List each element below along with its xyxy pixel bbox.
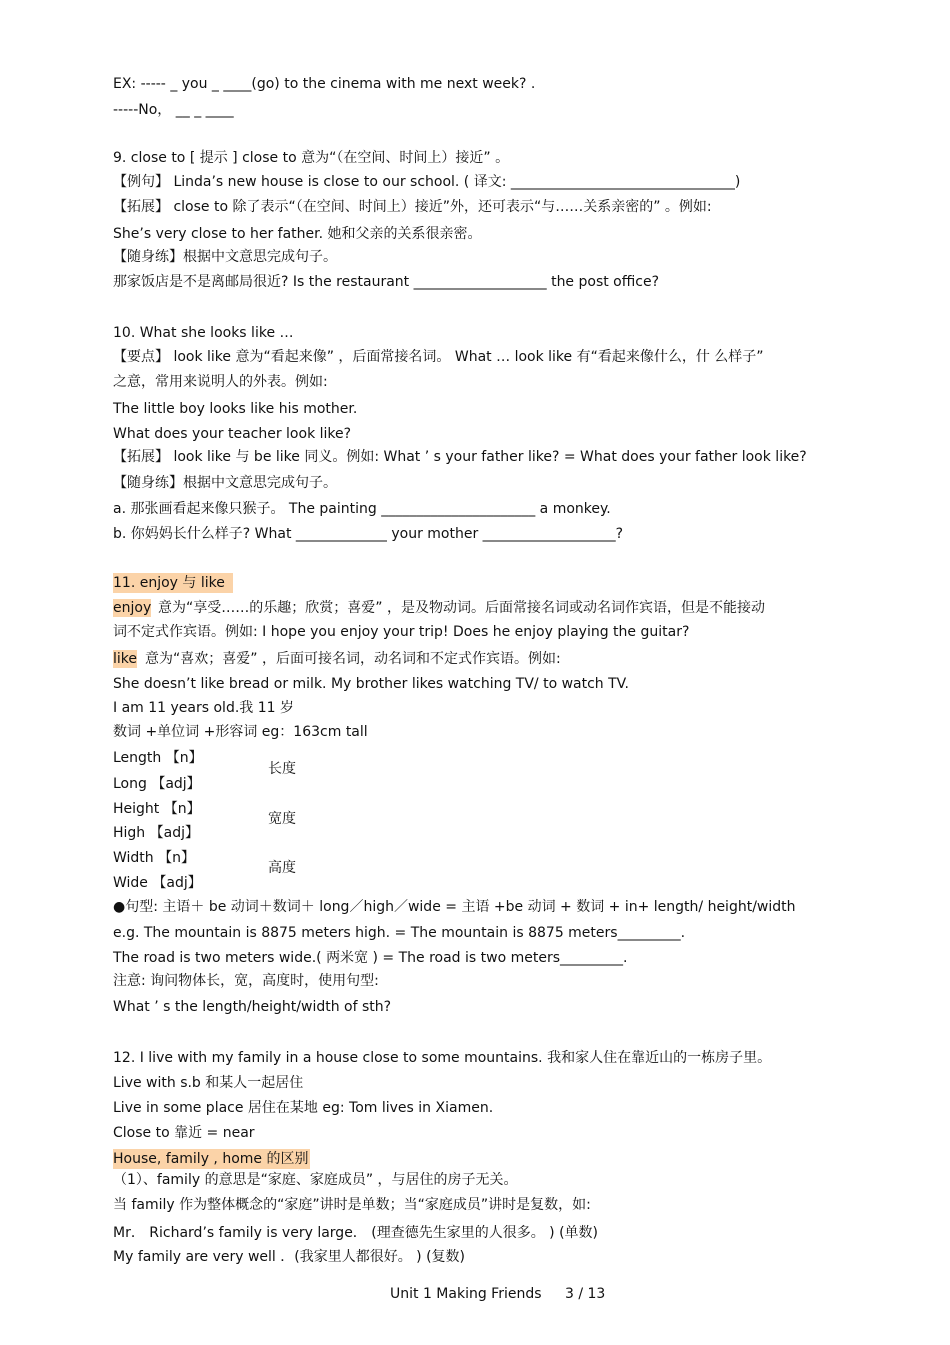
text-line: 高度	[268, 860, 296, 876]
text-line: High 【adj】	[113, 825, 199, 841]
text-line: -----No， __ _ ____	[113, 102, 234, 118]
text-line: 数词 +单位词 +形容词 eg：163cm tall	[113, 724, 368, 740]
text-line: Wide 【adj】	[113, 875, 202, 891]
keyword-highlight: House, family , home 的区别	[113, 1151, 309, 1167]
keyword-highlight: like	[113, 651, 138, 667]
text-line: 意为“喜欢；喜爱” ，后面可接名词，动名词和不定式作宾语。例如:	[145, 651, 561, 667]
text-line: Length 【n】	[113, 750, 203, 766]
text-line: Live with s.b 和某人一起居住	[113, 1075, 304, 1091]
keyword-highlight: enjoy	[113, 600, 152, 616]
page-number: 3 / 13	[565, 1286, 606, 1302]
text-line: 宽度	[268, 811, 296, 827]
text-line: 【要点】 look like 意为“看起来像” ，后面常接名词。 What … look like 有“看起来像什么，什 么样子”	[113, 349, 764, 365]
text-line: b. 你妈妈长什么样子? What _____________ your mother ___________________?	[113, 526, 624, 542]
text-line: Close to 靠近 = near	[113, 1125, 255, 1141]
text-line: Width 【n】	[113, 850, 195, 866]
text-line: e.g. The mountain is 8875 meters high. = The mountain is 8875 meters_________.	[113, 925, 686, 941]
text-line: 【拓展】 look like 与 be like 同义。例如: What ’ s your father like? = What does your father look like?	[113, 449, 807, 465]
section-heading: 9. close to [ 提示 ] close to 意为“（在空间、时间上）接近” 。	[113, 150, 510, 166]
text-line: I am 11 years old.我 11 岁	[113, 700, 294, 716]
footer-title: Unit 1 Making Friends	[390, 1286, 542, 1302]
text-line: Long 【adj】	[113, 776, 201, 792]
text-line: What ’ s the length/height/width of sth?	[113, 999, 392, 1015]
text-line: Height 【n】	[113, 801, 201, 817]
text-line: Mr． Richard’s family is very large． (理查德先生家里的人很多。 ) (单数)	[113, 1225, 599, 1241]
text-line: The road is two meters wide.( 两米宽 ) = The road is two meters_________.	[113, 950, 628, 966]
text-line: 那家饭店是不是离邮局很近? Is the restaurant ___________________ the post office?	[113, 274, 660, 290]
section-heading: 10. What she looks like …	[113, 325, 294, 341]
text-line: My family are very well ．(我家里人都很好。 ) (复数)	[113, 1249, 465, 1265]
text-line: 之意，常用来说明人的外表。例如:	[113, 374, 328, 390]
text-line: Live in some place 居住在某地 eg: Tom lives in Xiamen.	[113, 1100, 494, 1116]
text-line: a. 那张画看起来像只猴子。 The painting ______________________ a monkey.	[113, 501, 611, 517]
text-line: 【随身练】根据中文意思完成句子。	[113, 475, 337, 491]
text-line: 长度	[268, 761, 296, 777]
text-line: （1）、family 的意思是“家庭、家庭成员” ，与居住的房子无关。	[113, 1172, 518, 1188]
text-line: EX: ----- _ you _ ____(go) to the cinema with me next week? .	[113, 76, 536, 92]
text-line: She doesn’t like bread or milk. My brother likes watching TV/ to watch TV.	[113, 676, 629, 692]
text-line: 词不定式作宾语。例如: I hope you enjoy your trip! Does he enjoy playing the guitar?	[113, 624, 690, 640]
text-line: The little boy looks like his mother.	[113, 401, 358, 417]
text-line: 意为“享受……的乐趣；欣赏；喜爱” ，是及物动词。后面常接名词或动名词作宾语，但是不能接动	[158, 600, 765, 616]
text-line: ●句型: 主语＋ be 动词＋数词＋ long／high／wide = 主语 +be 动词 + 数词 + in+ length/ height/width	[113, 899, 796, 915]
text-line: 【拓展】 close to 除了表示“（在空间、时间上）接近”外，还可表示“与……关系亲密的” 。例如:	[113, 199, 712, 215]
text-line: She’s very close to her father. 她和父亲的关系很亲密。	[113, 226, 482, 242]
text-line: What does your teacher look like?	[113, 426, 352, 442]
section-heading: 12. I live with my family in a house close to some mountains. 我和家人住在靠近山的一栋房子里。	[113, 1050, 772, 1066]
text-line: 【例句】 Linda’s new house is close to our school. ( 译文: ________________________________)	[113, 174, 741, 190]
text-line: 注意: 询问物体长，宽，高度时，使用句型:	[113, 973, 379, 989]
text-line: 【随身练】根据中文意思完成句子。	[113, 249, 337, 265]
text-line: 当 family 作为整体概念的“家庭”讲时是单数；当“家庭成员”讲时是复数，如:	[113, 1197, 591, 1213]
section-heading-highlighted: 11. enjoy 与 like	[113, 573, 233, 593]
